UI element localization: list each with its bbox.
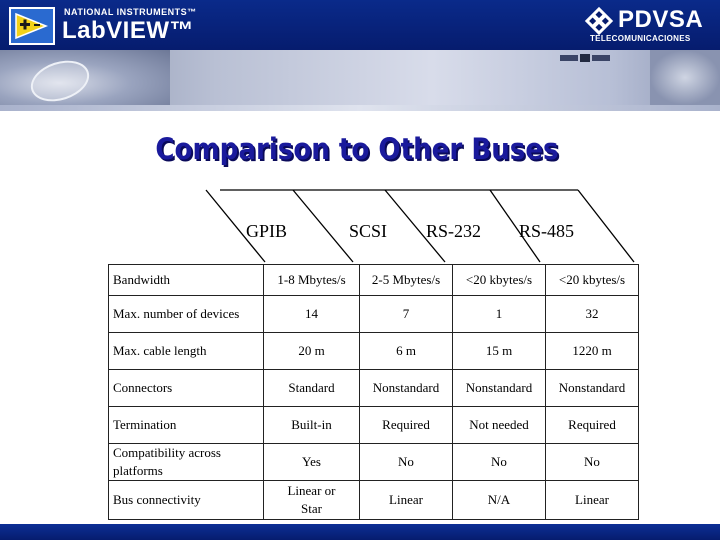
pdvsa-logo-icon <box>584 6 614 36</box>
slide-title: Comparison to Other Buses <box>155 132 559 166</box>
row-label <box>109 444 264 481</box>
cell-line: Linear or <box>287 483 336 498</box>
footer-bar <box>0 524 720 540</box>
row-label: Bandwidth <box>109 265 264 296</box>
table-cell: Not needed <box>453 407 546 444</box>
table-cell <box>264 481 360 520</box>
table-row <box>109 481 639 520</box>
dish-icon <box>26 54 95 109</box>
table-cell: 32 <box>546 296 639 333</box>
vendor-name: NATIONAL INSTRUMENTS™ <box>64 7 197 17</box>
row-label: Max. cable length <box>109 333 264 370</box>
table-cell: Required <box>546 407 639 444</box>
product-name: LabVIEW™ <box>62 17 195 44</box>
column-header-scsi: SCSI <box>349 221 388 241</box>
table-cell: <20 kbytes/s <box>546 265 639 296</box>
table-cell: Nonstandard <box>453 370 546 407</box>
row-label: Connectors <box>109 370 264 407</box>
table-cell: 6 m <box>360 333 453 370</box>
table-row <box>109 333 639 370</box>
row-label: Termination <box>109 407 264 444</box>
cell-line: Star <box>301 501 322 516</box>
table-cell: Nonstandard <box>360 370 453 407</box>
row-label-line: Compatibility across <box>113 445 221 460</box>
table-row <box>109 370 639 407</box>
column-header-rs485: RS-485 <box>519 221 575 241</box>
header-banner <box>0 0 720 50</box>
table-cell: 7 <box>360 296 453 333</box>
brand-name: PDVSA <box>618 6 704 33</box>
header-divider <box>0 105 720 111</box>
comparison-table <box>108 264 639 520</box>
labview-logo-icon <box>8 6 56 46</box>
antenna-photo <box>650 50 720 105</box>
table-cell: 20 m <box>264 333 360 370</box>
table-row <box>109 444 639 481</box>
table-row <box>109 407 639 444</box>
table-row <box>109 296 639 333</box>
brand-subtitle: TELECOMUNICACIONES <box>590 34 691 43</box>
table-cell: No <box>546 444 639 481</box>
table-cell: 15 m <box>453 333 546 370</box>
table-cell: N/A <box>453 481 546 520</box>
table-cell: Nonstandard <box>546 370 639 407</box>
satellite-dish-photo <box>0 50 170 105</box>
table-cell: 1-8 Mbytes/s <box>264 265 360 296</box>
table-cell: Standard <box>264 370 360 407</box>
table-cell: 1 <box>453 296 546 333</box>
table-cell: Yes <box>264 444 360 481</box>
table-cell: 2-5 Mbytes/s <box>360 265 453 296</box>
table-cell: Required <box>360 407 453 444</box>
table-cell: 14 <box>264 296 360 333</box>
column-header-gpib: GPIB <box>246 221 288 241</box>
table-cell: No <box>453 444 546 481</box>
table-cell: Built-in <box>264 407 360 444</box>
row-label: Bus connectivity <box>109 481 264 520</box>
satellite-icon <box>560 52 610 64</box>
table-cell: <20 kbytes/s <box>453 265 546 296</box>
table-cell: Linear <box>360 481 453 520</box>
column-header-rs232: RS-232 <box>426 221 482 241</box>
table-cell: No <box>360 444 453 481</box>
row-label-line: platforms <box>113 463 163 478</box>
table-row <box>109 265 639 296</box>
table-cell: Linear <box>546 481 639 520</box>
table-cell: 1220 m <box>546 333 639 370</box>
row-label: Max. number of devices <box>109 296 264 333</box>
